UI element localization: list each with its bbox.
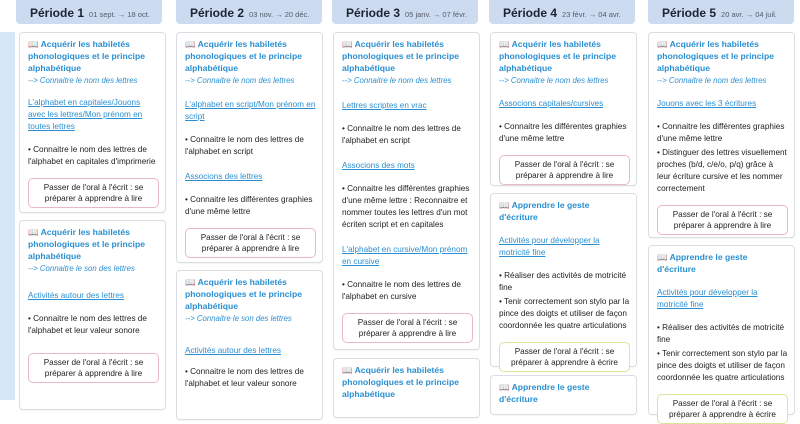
- period-2-column: [176, 32, 323, 400]
- book-icon: 📖: [342, 39, 353, 49]
- card-title: 📖 Acquérir les habiletés phonologiques et le principe alphabétique: [657, 39, 774, 73]
- objective-item: • Connaitre les différentes graphies d'une même lettre: [657, 122, 785, 143]
- card-p4-geste-2[interactable]: [490, 375, 637, 415]
- card-subtitle: --> Connaitre le son des lettres: [185, 314, 292, 323]
- card-title: 📖 Apprendre le geste d'écriture: [499, 200, 590, 222]
- activity-link[interactable]: Associons des mots: [342, 161, 415, 170]
- activity-link[interactable]: Activités pour développer la motricité fine: [499, 236, 600, 257]
- period-1-header[interactable]: [16, 0, 162, 24]
- domain-tag-ecrire[interactable]: Passer de l'oral à l'écrit : se préparer à apprendre à écrire: [499, 342, 630, 372]
- objective-item: • Connaitre le nom des lettres de l'alphabet et leur valeur sonore: [185, 367, 304, 388]
- period-5-name: Période 5: [662, 6, 717, 20]
- card-p4-lettres-noms[interactable]: [490, 32, 637, 186]
- objective-item: • Connaitre le nom des lettres de l'alphabet en cursive: [342, 280, 461, 301]
- book-icon: 📖: [657, 39, 668, 49]
- activity-link[interactable]: L'alphabet en script/Mon prénom en script: [185, 100, 316, 121]
- card-title: 📖 Acquérir les habiletés phonologiques et le principe alphabétique: [499, 39, 616, 73]
- activity-link[interactable]: Activités autour des lettres: [185, 346, 282, 355]
- activity-link[interactable]: L'alphabet en cursive/Mon prénom en cursive: [342, 245, 468, 266]
- objective-item: • Connaitre le nom des lettres de l'alphabet et leur valeur sonore: [28, 314, 147, 335]
- objective-item: • Réaliser des activités de motricité fine: [499, 271, 627, 292]
- activity-link[interactable]: L'alphabet en capitales/Jouons avec les lettres/Mon prénom en toutes lettres: [28, 98, 143, 131]
- book-icon: 📖: [185, 39, 196, 49]
- objective-item: • Connaitre le nom des lettres de l'alphabet en script: [342, 124, 461, 145]
- period-3-dates: 05 janv. → 07 févr.: [405, 10, 468, 19]
- period-3-header[interactable]: [332, 0, 478, 24]
- activity-link[interactable]: Activités autour des lettres: [28, 291, 125, 300]
- card-p5-geste[interactable]: [648, 245, 795, 419]
- activity-link[interactable]: Associons capitales/cursives: [499, 99, 604, 108]
- card-title: 📖 Acquérir les habiletés phonologiques et le principe alphabétique: [185, 39, 302, 73]
- period-2-dates: 03 nov. → 20 déc.: [249, 10, 310, 19]
- period-2-name: Période 2: [190, 6, 245, 20]
- period-4-header[interactable]: [489, 0, 635, 24]
- card-p1-lettres-noms[interactable]: [19, 32, 166, 213]
- objective-item: • Réaliser des activités de motricité fine: [657, 323, 785, 344]
- objective-item: • Distinguer des lettres visuellement proches (b/d, c/e/o, p/q) grâce à leur écriture cursive et les nommer correctement: [657, 148, 787, 193]
- book-icon: 📖: [185, 277, 196, 287]
- objective-item: • Connaitre les différentes graphies d'une même lettre: [185, 195, 313, 216]
- period-5-header[interactable]: [648, 0, 794, 24]
- period-5-column: [648, 32, 795, 419]
- card-subtitle: --> Connaitre le nom des lettres: [657, 76, 767, 85]
- objective-item: • Connaitre les différentes graphies d'une même lettre : Reconnaitre et nommer toutes les lettres d'un mot écriten script et en capitales: [342, 184, 470, 229]
- domain-tag-lire[interactable]: Passer de l'oral à l'écrit : se préparer à apprendre à lire: [28, 353, 159, 383]
- objective-item: • Connaitre les différentes graphies d'une même lettre: [499, 122, 627, 143]
- period-3-column: [333, 32, 480, 400]
- domain-tag-lire[interactable]: Passer de l'oral à l'écrit : se préparer à apprendre à lire: [342, 313, 473, 343]
- book-icon: 📖: [342, 365, 353, 375]
- card-p3-lettres-noms[interactable]: [333, 32, 480, 350]
- book-icon: 📖: [499, 382, 510, 392]
- domain-tag-lire[interactable]: Passer de l'oral à l'écrit : se préparer à apprendre à lire: [185, 228, 316, 258]
- activity-link[interactable]: Lettres scriptes en vrac: [342, 101, 427, 110]
- card-subtitle: --> Connaitre le nom des lettres: [28, 76, 138, 85]
- card-title: 📖 Acquérir les habiletés phonologiques et le principe alphabétique: [342, 39, 459, 73]
- card-p1-lettres-son[interactable]: [19, 220, 166, 410]
- card-p4-geste[interactable]: [490, 193, 637, 367]
- domain-tag-lire[interactable]: Passer de l'oral à l'écrit : se préparer à apprendre à lire: [657, 205, 788, 235]
- domain-tag-lire[interactable]: Passer de l'oral à l'écrit : se préparer à apprendre à lire: [499, 155, 630, 185]
- objective-item: • Connaitre le nom des lettres de l'alphabet en script: [185, 135, 304, 156]
- left-accent-strip: [0, 32, 15, 400]
- book-icon: 📖: [28, 227, 39, 237]
- period-1-column: [19, 32, 166, 400]
- activity-link[interactable]: Associons des lettres: [185, 172, 263, 181]
- period-2-header[interactable]: [176, 0, 322, 24]
- card-p3-lettres-son[interactable]: [333, 358, 480, 418]
- period-4-name: Période 4: [503, 6, 558, 20]
- card-title: 📖 Acquérir les habiletés phonologiques et le principe alphabétique: [28, 39, 145, 73]
- book-icon: 📖: [28, 39, 39, 49]
- objective-item: • Connaitre le nom des lettres de l'alphabet en capitales d'imprimerie: [28, 145, 156, 166]
- book-icon: 📖: [499, 200, 510, 210]
- card-subtitle: --> Connaitre le nom des lettres: [185, 76, 295, 85]
- domain-tag-lire[interactable]: Passer de l'oral à l'écrit : se préparer à apprendre à lire: [28, 178, 159, 208]
- objective-item: • Tenir correctement son stylo par la pince des doigts et utiliser de façon coordonnée les quatre articulations: [499, 297, 630, 330]
- activity-link[interactable]: Jouons avec les 3 écritures: [657, 99, 757, 108]
- card-subtitle: --> Connaitre le son des lettres: [28, 264, 135, 273]
- card-subtitle: --> Connaitre le nom des lettres: [342, 76, 452, 85]
- card-subtitle: --> Connaitre le nom des lettres: [499, 76, 609, 85]
- card-title: 📖 Acquérir les habiletés phonologiques et le principe alphabétique: [28, 227, 145, 261]
- period-5-dates: 20 avr. → 04 juil.: [721, 10, 777, 19]
- period-4-column: [490, 32, 637, 404]
- activity-link[interactable]: Activités pour développer la motricité fine: [657, 288, 758, 309]
- period-3-name: Période 3: [346, 6, 401, 20]
- card-title: 📖 Acquérir les habiletés phonologiques et le principe alphabétique: [342, 365, 459, 399]
- card-title: 📖 Apprendre le geste d'écriture: [657, 252, 748, 274]
- period-1-dates: 01 sept. → 18 oct.: [89, 10, 150, 19]
- period-1-name: Période 1: [30, 6, 85, 20]
- card-p2-lettres-noms[interactable]: [176, 32, 323, 263]
- domain-tag-ecrire[interactable]: Passer de l'oral à l'écrit : se préparer à apprendre à écrire: [657, 394, 788, 424]
- card-title: 📖 Acquérir les habiletés phonologiques et le principe alphabétique: [185, 277, 302, 311]
- card-title: 📖 Apprendre le geste d'écriture: [499, 382, 590, 404]
- period-4-dates: 23 févr. → 04 avr.: [562, 10, 621, 19]
- card-p2-lettres-son[interactable]: [176, 270, 323, 420]
- book-icon: 📖: [499, 39, 510, 49]
- book-icon: 📖: [657, 252, 668, 262]
- objective-item: • Tenir correctement son stylo par la pince des doigts et utiliser de façon coordonnée les quatre articulations: [657, 349, 788, 382]
- card-p5-lettres-noms[interactable]: [648, 32, 795, 238]
